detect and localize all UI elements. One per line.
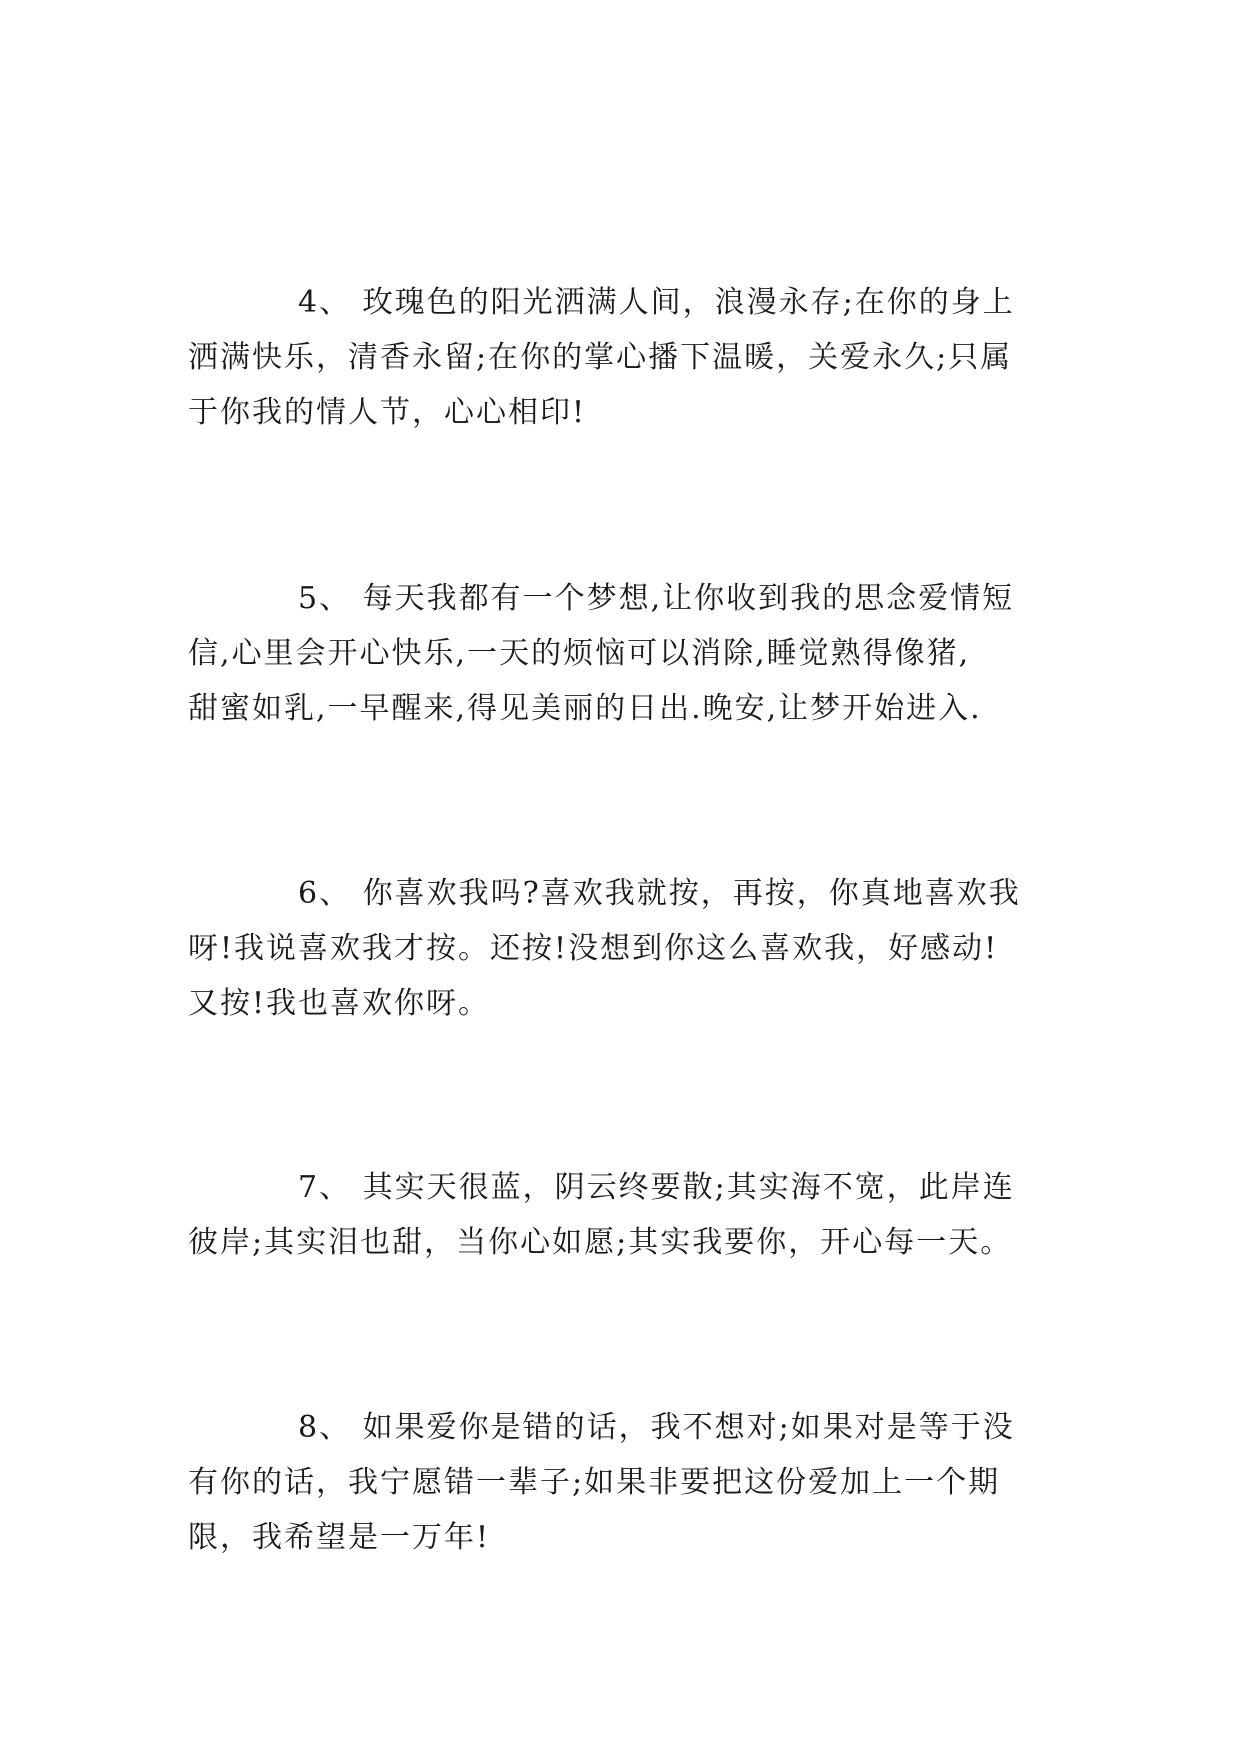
paragraph-line: 7、 其实天很蓝，阴云终要散;其实海不宽，此岸连 xyxy=(298,1170,1015,1205)
paragraph-item-4 xyxy=(188,275,1058,440)
paragraph-line: 甜蜜如乳,一早醒来,得见美丽的日出.晚安,让梦开始进入. xyxy=(188,691,982,726)
paragraph-line: 又按!我也喜欢你呀。 xyxy=(188,986,491,1021)
paragraph-item-5 xyxy=(188,571,1058,736)
paragraph-line: 呀!我说喜欢我才按。还按!没想到你这么喜欢我，好感动! xyxy=(188,931,999,966)
paragraph-line: 于你我的情人节，心心相印! xyxy=(188,395,587,430)
paragraph-line: 限，我希望是一万年! xyxy=(188,1520,491,1555)
paragraph-line: 有你的话，我宁愿错一辈子;如果非要把这份爱加上一个期 xyxy=(188,1465,1001,1500)
paragraph-line: 6、 你喜欢我吗?喜欢我就按，再按，你真地喜欢我 xyxy=(298,876,1021,911)
paragraph-line: 彼岸;其实泪也甜，当你心如愿;其实我要你，开心每一天。 xyxy=(188,1225,1013,1260)
paragraph-line: 信,心里会开心快乐,一天的烦恼可以消除,睡觉熟得像猪, xyxy=(188,636,971,671)
paragraph-item-7 xyxy=(188,1160,1058,1270)
paragraph-line: 4、 玫瑰色的阳光洒满人间，浪漫永存;在你的身上 xyxy=(298,285,1015,320)
paragraph-item-6 xyxy=(188,866,1058,1031)
paragraph-line: 8、 如果爱你是错的话，我不想对;如果对是等于没 xyxy=(298,1410,1015,1445)
paragraph-line: 洒满快乐，清香永留;在你的掌心播下温暖，关爱永久;只属 xyxy=(188,340,1013,375)
paragraph-item-8 xyxy=(188,1400,1058,1565)
paragraph-line: 5、 每天我都有一个梦想,让你收到我的思念爱情短 xyxy=(298,581,1015,616)
